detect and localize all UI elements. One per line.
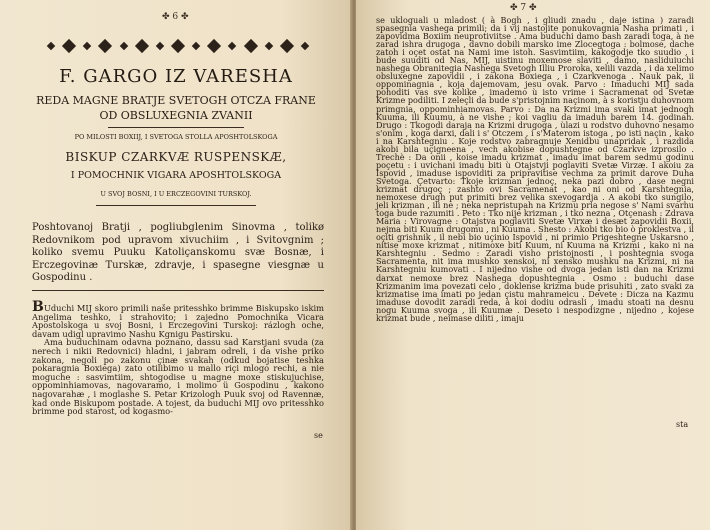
rule	[108, 127, 244, 128]
right-page-text: se ukloguali u mladost ( à Bogh , i gliudi znadu , daje istina ) zaradi spasegnia vashega primili; da i vij nastojite ponukovagnia Nasha primati , i zapovidma Boxiim neuprotiviitse . Ama buduchi damo bash zaradi toga, à ne zarad ishra drugoga , davno dobili marsko ime Zlocegtoga : bolmose, dache zatoh i oçet ostat na Nami ime istoh. Sasvimtiim, kakogodje tko suudio , i bude suuditi od Nas, MIJ, uistinu moxemose slaviti , damo, nasliduiuchi nashega Obranitegia Nashega Svetogh Illiu Proroka, xelili vazda , i da xelimo obsluxegne zapovidii , i zakona Boxiega , i Czarkvenoga . Nauk pak, ii oppominagnia , koja dajemovam, jesu ovak. Parvo : Imaduchi MIJ sada pohoditi vas sve kolike , imademo ù isto vrime i Sacramenat od Svetæ Krizme podiliti. I zeleçli da bude s'pristojnim naçinom, à s koristju duhovnom primgnia, oppominhiamovas. Parvo : Da na Krizmi ima svaki imat jednogh Kuuma, ili Kuumu, à ne vishe ; koi vagliu da imaduh barem 14. godinah. Drugo : Tkogodi daraja na Krizmi drugoga , ùlazi u rodstvo duhovno nesamo s'onim , koga darxi, dali i s' Otczem , i s'Materom istoga , po isti naçin , kako i na Karshtegniu . Koje rodstvo zabragnuje Xenidbu unapridak , i razdida akobi bila uçigneena , vech akobise dopushtegne od Czarkve izprosilo . Trechè : Da onii , koise imadu krizmat , imadu imat barem sedmu godinu poçetu : i uvichani imadu biti ù Otajstvji poglaviti Svetæ Virzæ. I akoiu za Ispovid , imaduse ispoviditi za pripravitise vechma za primit darove Duha Svetoga. Çetvarto: Tkoje krizman jednoç, neka pazi dobro , dase negni krizmat drugoç ; zashto ovi Sacramenat , kao ni oni od Karshtegnia, nemoxese drugh put primiti brez velika sxevogardja . A akobi tko sungilo, jeli krizman , ili ne ; neka nepristupah na Krizmu pria negose s' Nami svarhu toga bude razumiti . Peto : Tko nije krizman , i tko nezna , Otçenash : Zdrava Maria : Virovagne : Otajstva poglaviti Svetæ Virxæ i desæt zapovidii Boxii, nejma biti Kuum drugomu , ni Kuuma . Shesto : Akobi tko bio ò proklestva , il oçiti grishnik , il nebi bio uçinio Ispovid , ni primio Prigeshtegne Uskarsno , nitise moxe krizmat , nitimoxe biti Kuum, ni Kuuma na Krizmi , kako ni na Karshtegniu . Sedmo : Zaradi visho pristojnosti , i poshtegnia svoga Sacramenta, nit ima mushko xenskoi, ni xensko mushku na Krizmi, ni na Karshtegniu kumovati . I nijedno vishe od dvoga jedan isti dan na Krizmi darxat nemoxe brez Nashega dopushtegnia . Osmo : buduchi dase Krizmanim ima povezati celo , doklense krizma bude prisuhiti , zato svaki za krizmatise ima imati po jedan çistu mahrameicu . Devete : Dicza na Kazmu imaduse dovodit zaradi reda, à koi dodiu odrasli , imadu stoati na desnu nogu Kuuma svoga , ili Kuumæ . Deseto i nespodizgne , nijedno , kojese krizmat bude , neimase diliti , imaju	[376, 15, 694, 323]
place-line: U SVOJ BOSNI, I U ERCZEGOVINI TURSKOJ.	[100, 190, 252, 198]
ornament-diamond	[62, 39, 76, 53]
bishop-line: BISKUP CZARKVÆ RUSPENSKÆ,	[65, 150, 287, 164]
ornament-diamond	[280, 39, 294, 53]
ornament-diamond	[98, 39, 112, 53]
page-number-ornament-left: ✤	[510, 3, 521, 13]
page-number-ornament-left: ✤	[162, 12, 173, 22]
order-line: REDA MAGNE BRATJE SVETOGH OTCZA FRANE	[36, 94, 316, 107]
right-page-number: ✤ 7 ✤	[510, 3, 537, 13]
ornament-diamond	[301, 42, 309, 50]
vicar-line: I POMOCHNIK VIGARA APOSHTOLSKOGA	[70, 170, 282, 181]
ornament-diamond	[156, 42, 164, 50]
address-paragraph: Poshtovanoj Bratji , pogliubglenim Sinovma , tolikø Redovnikom pod upravom xivuchiim , i Svitovgnim ; koliko svemu Puuku Katoliçanskomu svæ Bosnæ, i Erczegovinæ Turskæ, zdravje, i spasegne viesgnæ u Gospodinu .	[32, 222, 324, 283]
rule	[96, 205, 256, 206]
ornament-diamond	[119, 42, 127, 50]
ornament-diamond	[83, 42, 91, 50]
ornament-diamond	[228, 42, 236, 50]
catchword: se	[314, 431, 323, 440]
observance-line: OD OBSLUXEGNIA ZVANII	[99, 109, 253, 122]
page-number-ornament-right: ✤	[178, 12, 189, 22]
ornament-diamond	[264, 42, 272, 50]
author-title: F. GARGO IZ VARESHA	[59, 66, 293, 87]
right-catchword: sta	[676, 420, 689, 429]
rule	[32, 290, 324, 291]
left-page	[0, 0, 352, 530]
drop-cap: B	[32, 299, 44, 315]
ornament-diamond	[192, 42, 200, 50]
ornament-diamond	[243, 39, 257, 53]
left-page-number: ✤ 6 ✤	[162, 12, 189, 22]
page-number-ornament-right: ✤	[526, 3, 537, 13]
ornament-diamond	[207, 39, 221, 53]
ornament-band	[48, 40, 308, 52]
ornament-diamond	[135, 39, 149, 53]
mercy-line: PO MILOSTI BOXIIJ, I SVETOGA STOLLA APOSHTOLSKOGA	[74, 133, 278, 141]
ornament-diamond	[47, 42, 55, 50]
body-text: BUduchi MIJ skoro primili naše pritesshko brimme Biskupsko iskim Angelima teshko, i strahovito; i zajedno Pomochnika Vicara Apostolskoga u svoj Bosni, i Erczegovini Turskoj: rázlogh oche, davam udigl upravimo Nashu Kgnigu Pastirsku. Ama buduchinam odavna poznano, dassu sad Karstjani svuda (za nerech i nikii Redovnici) hladni, i jabram odreli, i da vishe priko zakona, negoli po zakonu çinæ svakah (odkud bojatise teshka pokaragnia Boxiega) zato otilibimo u mallo riçi mlogo rechi, a nie moguche : sasvimtiim, shtogodise u magne moxe stiskujuchise, oppominhiamovas, nagovaramo, i molimo ü Gospodinu , kakono nagovarahæ , i moglashe S. Petar Krizologh Puuk svoj od Ravennæ, kad onde Biskupom postade. A tojest, da buduchi MIJ ovo pritesshko brimme pod starost, od kogasmo-	[32, 299, 324, 417]
ornament-diamond	[171, 39, 185, 53]
